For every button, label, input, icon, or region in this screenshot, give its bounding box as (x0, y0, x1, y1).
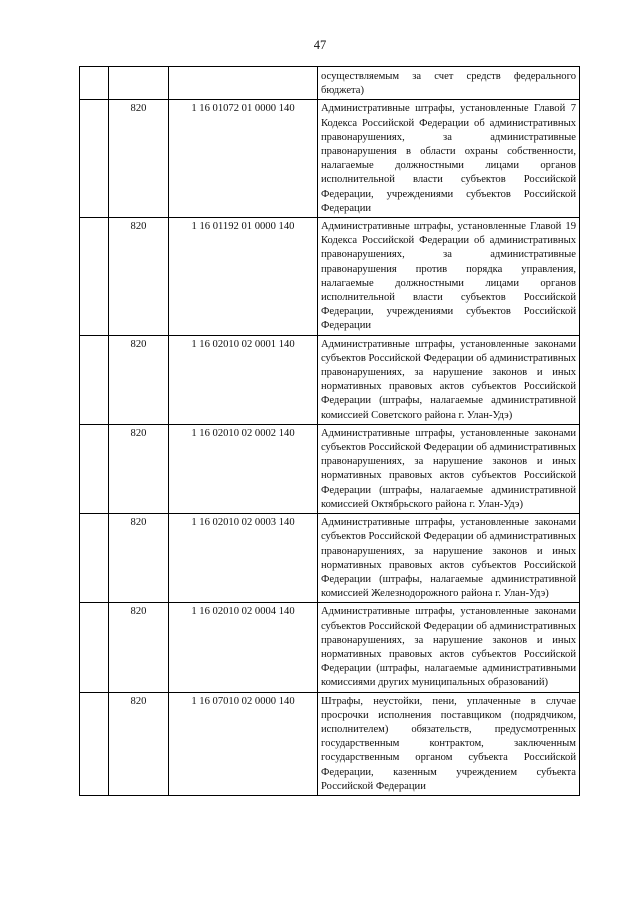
table-cell-description: осуществляемым за счет средств федерального бюджета) (318, 67, 580, 100)
table-cell-description: Административные штрафы, установленные законами субъектов Российской Федерации об административных правонарушениях, за нарушение законов и иных нормативных правовых актов субъектов Российской Федерации (штрафы, налагаемые административными комиссиями других муниципальных образований) (318, 603, 580, 692)
table-cell-admin-code: 820 (109, 218, 169, 336)
table-cell-empty (80, 514, 109, 603)
table-row (80, 335, 580, 424)
table-cell-kbk: 1 16 02010 02 0004 140 (169, 603, 318, 692)
table-cell-empty (80, 67, 109, 100)
table-cell-description: Административные штрафы, установленные законами субъектов Российской Федерации об административных правонарушениях, за нарушение законов и иных нормативных правовых актов субъектов Российской Федерации (штрафы, налагаемые административной комиссией Октябрьского района г. Улан-Удэ) (318, 424, 580, 513)
table-row (80, 424, 580, 513)
table-cell-empty (80, 424, 109, 513)
table-cell-description: Административные штрафы, установленные законами субъектов Российской Федерации об административных правонарушениях, за нарушение законов и иных нормативных правовых актов субъектов Российской Федерации (штрафы, налагаемые административной комиссией Советского района г. Улан-Удэ) (318, 335, 580, 424)
table-cell-empty (80, 100, 109, 218)
table-cell-description: Административные штрафы, установленные Главой 7 Кодекса Российской Федерации об административных правонарушениях, за административные правонарушения в области охраны собственности, налагаемые должностными лицами органов исполнительной власти субъектов Российской Федерации, учреждениями субъектов Российской Федерации (318, 100, 580, 218)
table-cell-admin-code: 820 (109, 335, 169, 424)
table-cell-kbk (169, 67, 318, 100)
table-row-continuation (80, 67, 580, 100)
table-cell-kbk: 1 16 01192 01 0000 140 (169, 218, 318, 336)
table-row (80, 218, 580, 336)
table-row (80, 603, 580, 692)
table-row (80, 514, 580, 603)
table-cell-kbk: 1 16 07010 02 0000 140 (169, 692, 318, 795)
table-cell-empty (80, 692, 109, 795)
revenue-codes-table (79, 66, 580, 796)
table-cell-empty (80, 335, 109, 424)
table-cell-empty (80, 218, 109, 336)
table-cell-description: Административные штрафы, установленные Главой 19 Кодекса Российской Федерации об административных правонарушениях, за административные правонарушения против порядка управления, налагаемые должностными лицами органов исполнительной власти субъектов Российской Федерации, учреждениями субъектов Российской Федерации (318, 218, 580, 336)
table-cell-description: Административные штрафы, установленные законами субъектов Российской Федерации об административных правонарушениях, за нарушение законов и иных нормативных правовых актов субъектов Российской Федерации (штрафы, налагаемые административной комиссией Железнодорожного района г. Улан-Удэ) (318, 514, 580, 603)
table-cell-kbk: 1 16 02010 02 0002 140 (169, 424, 318, 513)
table-cell-admin-code: 820 (109, 424, 169, 513)
table-cell-kbk: 1 16 02010 02 0003 140 (169, 514, 318, 603)
table-cell-admin-code (109, 67, 169, 100)
table-row (80, 692, 580, 795)
table-cell-admin-code: 820 (109, 603, 169, 692)
table-cell-kbk: 1 16 01072 01 0000 140 (169, 100, 318, 218)
table-cell-empty (80, 603, 109, 692)
table-cell-admin-code: 820 (109, 514, 169, 603)
page-number: 47 (313, 38, 327, 52)
table-cell-kbk: 1 16 02010 02 0001 140 (169, 335, 318, 424)
table-cell-description: Штрафы, неустойки, пени, уплаченные в случае просрочки исполнения поставщиком (подрядчиком, исполнителем) обязательств, предусмотренных государственным контрактом, заключенным государственным органом субъекта Российской Федерации, казенным учреждением субъекта Российской Федерации (318, 692, 580, 795)
table-cell-admin-code: 820 (109, 692, 169, 795)
table-row (80, 100, 580, 218)
table-cell-admin-code: 820 (109, 100, 169, 218)
